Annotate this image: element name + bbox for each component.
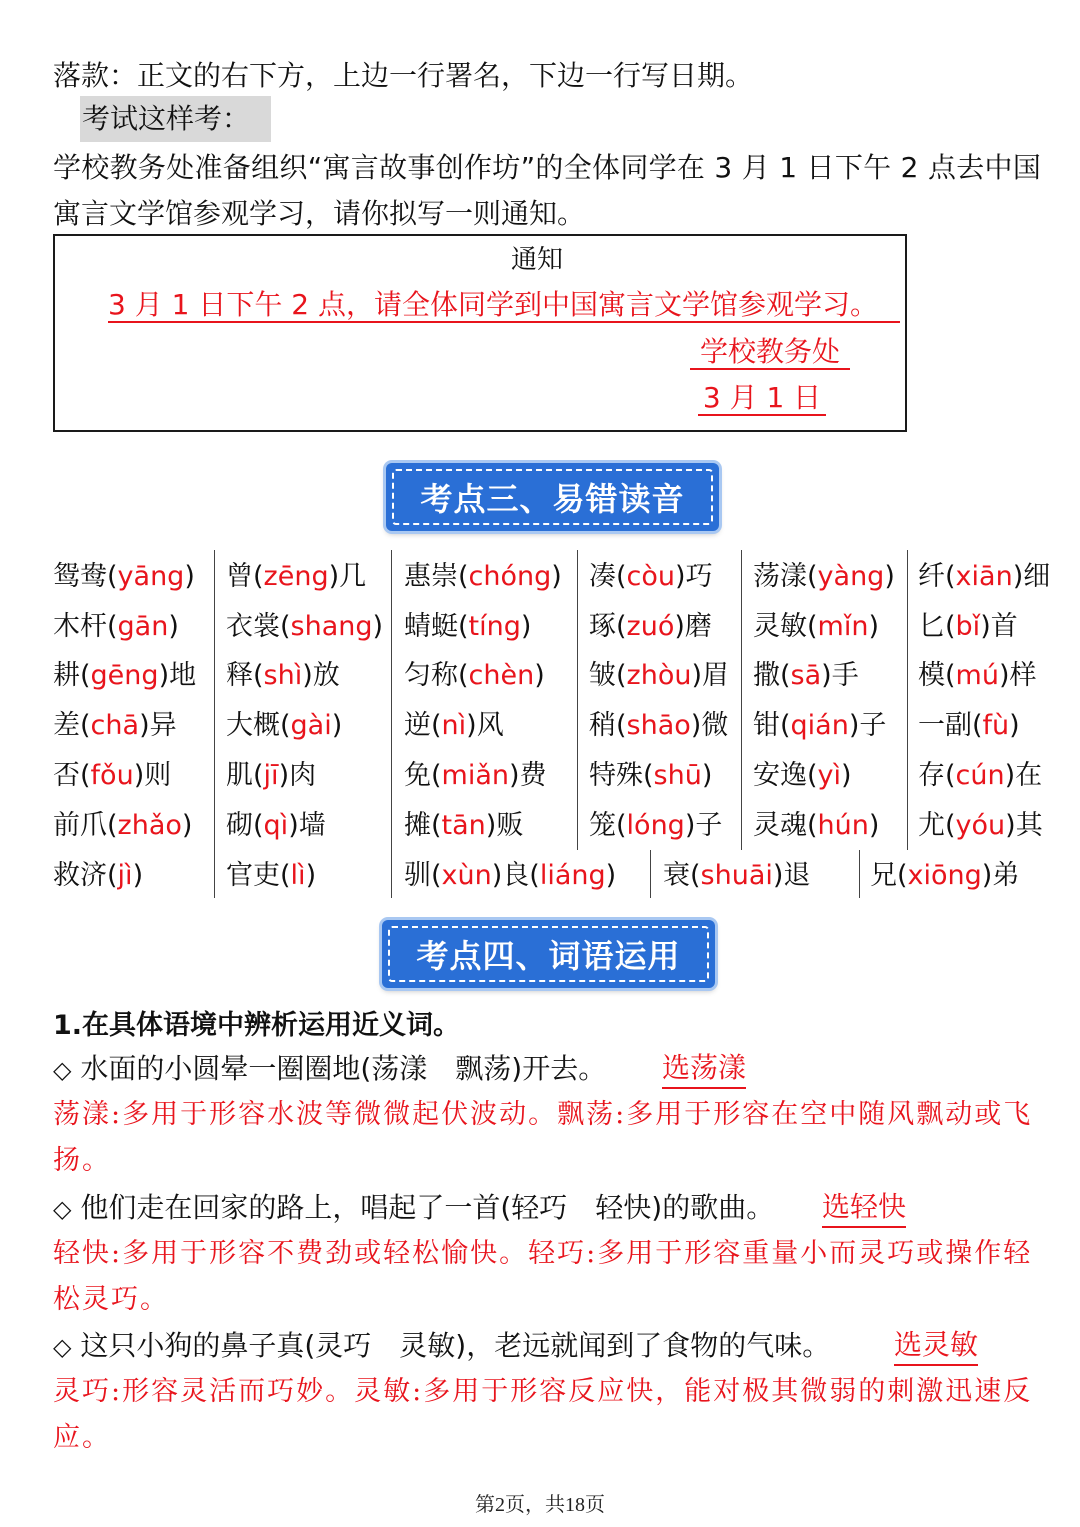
pinyin-reading: zhǎo	[117, 810, 182, 841]
section3-title: 考点三、易错读音	[420, 480, 685, 518]
pinyin-word: 释(shì)放	[226, 660, 340, 691]
pinyin-word: 笼(lóng)子	[589, 810, 723, 841]
vocab-item-2	[53, 1188, 774, 1229]
pinyin-word: 灵敏(mǐn)	[753, 611, 880, 642]
pinyin-word: 差(chā)异	[53, 710, 177, 741]
pinyin-reading: xùn	[441, 860, 492, 891]
pinyin-word: 衰(shuāi)退	[663, 860, 811, 891]
pinyin-word: 鸳鸯(yāng)	[53, 561, 195, 592]
pinyin-word: 匕(bǐ)首	[918, 611, 1018, 642]
pinyin-reading: nì	[441, 710, 467, 741]
pinyin-reading: gān	[117, 611, 169, 642]
pinyin-word: 前爪(zhǎo)	[53, 810, 193, 841]
pinyin-word: 耕(gēng)地	[53, 660, 197, 691]
pinyin-reading: lì	[290, 860, 306, 891]
pinyin-word: 救济(jì)	[53, 860, 144, 891]
pinyin-word: 纤(xiān)细	[918, 561, 1051, 592]
page-number: 第2页，共18页	[475, 1494, 605, 1516]
vocab-sentence: 他们走在回家的路上，唱起了一首(轻巧 轻快)的歌曲。	[80, 1191, 775, 1224]
pinyin-reading: còu	[626, 561, 676, 592]
pinyin-word: 凑(còu)巧	[589, 561, 713, 592]
vocab-explanation-cont: 扬。	[53, 1145, 111, 1176]
notice-date: 3 月 1 日	[698, 378, 826, 416]
pinyin-word: 衣裳(shang)	[226, 611, 384, 642]
notice-title: 通知	[511, 245, 564, 275]
vocab-answer: 选灵敏	[894, 1326, 978, 1366]
diamond-icon: ◇	[53, 1333, 72, 1361]
pinyin-reading: fǒu	[90, 760, 134, 791]
column-divider	[907, 550, 908, 850]
pinyin-word: 肌(jī)肉	[226, 760, 317, 791]
pinyin-word: 荡漾(yàng)	[753, 561, 895, 592]
pinyin-reading: zhòu	[626, 660, 692, 691]
pinyin-reading: lóng	[626, 810, 685, 841]
pinyin-reading: shì	[263, 660, 303, 691]
luokuan-rule: 落款：正文的右下方，上边一行署名，下边一行写日期。	[53, 59, 754, 92]
column-divider	[391, 850, 392, 898]
pinyin-word: 惠崇(chóng)	[404, 561, 562, 592]
pinyin-reading: jī	[263, 760, 279, 791]
pinyin-word: 木杆(gān)	[53, 611, 179, 642]
pinyin-word: 撒(sā)手	[753, 660, 859, 691]
pinyin-reading: cún	[955, 760, 1005, 791]
section4-title: 考点四、词语运用	[416, 937, 681, 975]
column-divider	[859, 850, 860, 898]
pinyin-reading: yàng	[817, 561, 885, 592]
pinyin-word: 蜻蜓(tíng)	[404, 611, 532, 642]
pinyin-reading: zēng	[263, 561, 329, 592]
vocab-explanation: 灵巧:形容灵活而巧妙。灵敏:多用于形容反应快，能对极其微弱的刺激迅速反	[53, 1376, 1033, 1407]
pinyin-reading: miǎn	[441, 760, 510, 791]
pinyin-reading: qì	[263, 810, 289, 841]
vocab-sentence: 这只小狗的鼻子真(灵巧 灵敏)，老远就闻到了食物的气味。	[80, 1329, 831, 1362]
pinyin-reading: shū	[653, 760, 702, 791]
notice-signer: 学校教务处	[690, 332, 850, 370]
pinyin-reading: gēng	[90, 660, 159, 691]
pinyin-reading: fù	[982, 710, 1010, 741]
vocab-item-3	[53, 1326, 830, 1367]
diamond-icon: ◇	[53, 1056, 72, 1084]
pinyin-word: 灵魂(hún)	[753, 810, 880, 841]
pinyin-reading: zuó	[626, 611, 675, 642]
pinyin-reading: liáng	[539, 860, 606, 891]
question-line-1: 学校教务处准备组织“寓言故事创作坊”的全体同学在 3 月 1 日下午 2 点去中国	[53, 151, 1042, 184]
section3-badge	[386, 463, 719, 531]
pinyin-reading: xiān	[955, 561, 1013, 592]
pinyin-word: 大概(gài)	[226, 710, 343, 741]
pinyin-reading: gài	[290, 710, 332, 741]
exam-label: 考试这样考：	[80, 96, 271, 142]
vocab-heading: 1.在具体语境中辨析运用近义词。	[53, 1010, 461, 1041]
notice-body: 3 月 1 日下午 2 点，请全体同学到中国寓言文学馆参观学习。	[108, 285, 900, 323]
pinyin-word: 曾(zēng)几	[226, 561, 367, 592]
vocab-explanation-cont: 松灵巧。	[53, 1284, 169, 1315]
vocab-answer: 选轻快	[822, 1188, 906, 1228]
pinyin-reading: yāng	[117, 561, 185, 592]
pinyin-word: 稍(shāo)微	[589, 710, 729, 741]
pinyin-word: 否(fǒu)则	[53, 760, 172, 791]
column-divider	[214, 550, 215, 898]
pinyin-word: 砌(qì)墙	[226, 810, 326, 841]
pinyin-word: 特殊(shū)	[589, 760, 713, 791]
pinyin-reading: tíng	[468, 611, 521, 642]
pinyin-reading: mú	[955, 660, 999, 691]
vocab-explanation-cont: 应。	[53, 1422, 111, 1453]
pinyin-reading: qián	[790, 710, 849, 741]
pinyin-word: 免(miǎn)费	[404, 760, 547, 791]
pinyin-word: 兄(xiōng)弟	[870, 860, 1020, 891]
pinyin-reading: chèn	[468, 660, 535, 691]
pinyin-reading: tān	[441, 810, 486, 841]
pinyin-reading: chā	[90, 710, 140, 741]
pinyin-word: 安逸(yì)	[753, 760, 852, 791]
pinyin-word: 皱(zhòu)眉	[589, 660, 730, 691]
pinyin-reading: hún	[817, 810, 869, 841]
pinyin-word: 存(cún)在	[918, 760, 1043, 791]
pinyin-word: 钳(qián)子	[753, 710, 887, 741]
diamond-icon: ◇	[53, 1195, 72, 1223]
pinyin-word: 一副(fù)	[918, 710, 1020, 741]
vocab-explanation: 荡漾:多用于形容水波等微微起伏波动。飘荡:多用于形容在空中随风飘动或飞	[53, 1099, 1033, 1130]
pinyin-word: 逆(nì)风	[404, 710, 504, 741]
pinyin-word: 模(mú)样	[918, 660, 1037, 691]
pinyin-reading: jì	[117, 860, 133, 891]
vocab-sentence: 水面的小圆晕一圈圈地(荡漾 飘荡)开去。	[80, 1052, 607, 1085]
column-divider	[577, 550, 578, 850]
pinyin-reading: yì	[817, 760, 842, 791]
pinyin-reading: shāo	[626, 710, 691, 741]
pinyin-reading: shang	[290, 611, 373, 642]
section4-badge	[382, 920, 715, 988]
pinyin-reading: xiōng	[907, 860, 982, 891]
question-line-2: 寓言文学馆参观学习，请你拟写一则通知。	[53, 197, 586, 230]
pinyin-word: 官吏(lì)	[226, 860, 317, 891]
pinyin-reading: bǐ	[955, 611, 981, 642]
pinyin-reading: yóu	[955, 810, 1006, 841]
pinyin-reading: mǐn	[817, 611, 869, 642]
pinyin-reading: sā	[790, 660, 822, 691]
pinyin-word: 驯(xùn)良(liáng)	[404, 860, 617, 891]
vocab-explanation: 轻快:多用于形容不费劲或轻松愉快。轻巧:多用于形容重量小而灵巧或操作轻	[53, 1238, 1033, 1269]
pinyin-word: 尤(yóu)其	[918, 810, 1043, 841]
pinyin-word: 摊(tān)贩	[404, 810, 524, 841]
column-divider	[650, 850, 651, 898]
pinyin-reading: shuāi	[700, 860, 773, 891]
pinyin-reading: chóng	[468, 561, 552, 592]
column-divider	[391, 550, 392, 850]
column-divider	[741, 550, 742, 850]
pinyin-word: 琢(zuó)磨	[589, 611, 712, 642]
pinyin-word: 匀称(chèn)	[404, 660, 545, 691]
vocab-answer: 选荡漾	[662, 1049, 746, 1089]
vocab-item-1	[53, 1049, 606, 1090]
